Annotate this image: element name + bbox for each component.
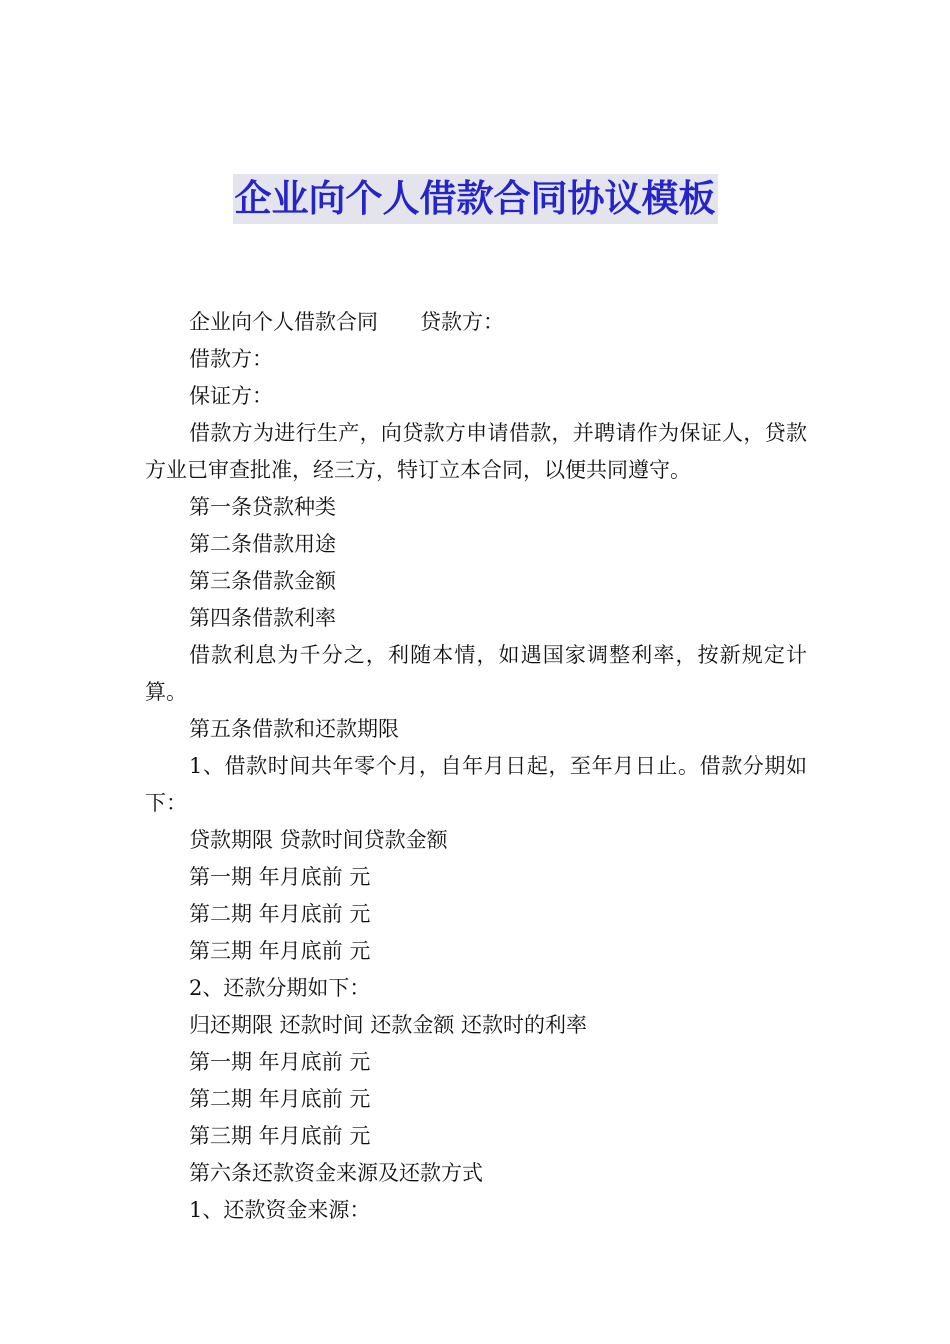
loan-schedule-row: 第二期 年月底前 元 <box>189 902 371 926</box>
paragraph-header: 企业向个人借款合同 贷款方： <box>189 310 504 334</box>
document-body <box>145 304 807 1229</box>
repayment-schedule-header: 归还期限 还款时间 还款金额 还款时的利率 <box>189 1013 588 1037</box>
article-4-heading: 第四条借款利率 <box>189 606 336 630</box>
document-title: 企业向个人借款合同协议模板 <box>233 174 718 224</box>
article-2-heading: 第二条借款用途 <box>189 532 336 556</box>
article-6-heading: 第六条还款资金来源及还款方式 <box>189 1161 483 1185</box>
repayment-schedule-row: 第三期 年月底前 元 <box>189 1124 371 1148</box>
paragraph-loan-period: 1、借款时间共年零个月，自年月日起，至年月日止。借款分期如下： <box>145 754 807 815</box>
title-container <box>0 174 950 224</box>
repayment-schedule-row: 第一期 年月底前 元 <box>189 1050 371 1074</box>
loan-schedule-row: 第三期 年月底前 元 <box>189 939 371 963</box>
article-3-heading: 第三条借款金额 <box>189 569 336 593</box>
paragraph-interest: 借款利息为千分之，利随本情，如遇国家调整利率，按新规定计算。 <box>145 643 807 704</box>
paragraph-funding-source: 1、还款资金来源： <box>189 1198 371 1222</box>
paragraph-borrower: 借款方： <box>189 347 273 371</box>
loan-schedule-row: 第一期 年月底前 元 <box>189 865 371 889</box>
article-1-heading: 第一条贷款种类 <box>189 495 336 519</box>
paragraph-preamble: 借款方为进行生产，向贷款方申请借款，并聘请作为保证人，贷款方业已审查批准，经三方，特订立本合同，以便共同遵守。 <box>145 421 807 482</box>
paragraph-guarantor: 保证方： <box>189 384 273 408</box>
repayment-schedule-row: 第二期 年月底前 元 <box>189 1087 371 1111</box>
article-5-heading: 第五条借款和还款期限 <box>189 717 399 741</box>
loan-schedule-header: 贷款期限 贷款时间贷款金额 <box>189 828 448 852</box>
paragraph-repayment-intro: 2、还款分期如下： <box>189 976 371 1000</box>
